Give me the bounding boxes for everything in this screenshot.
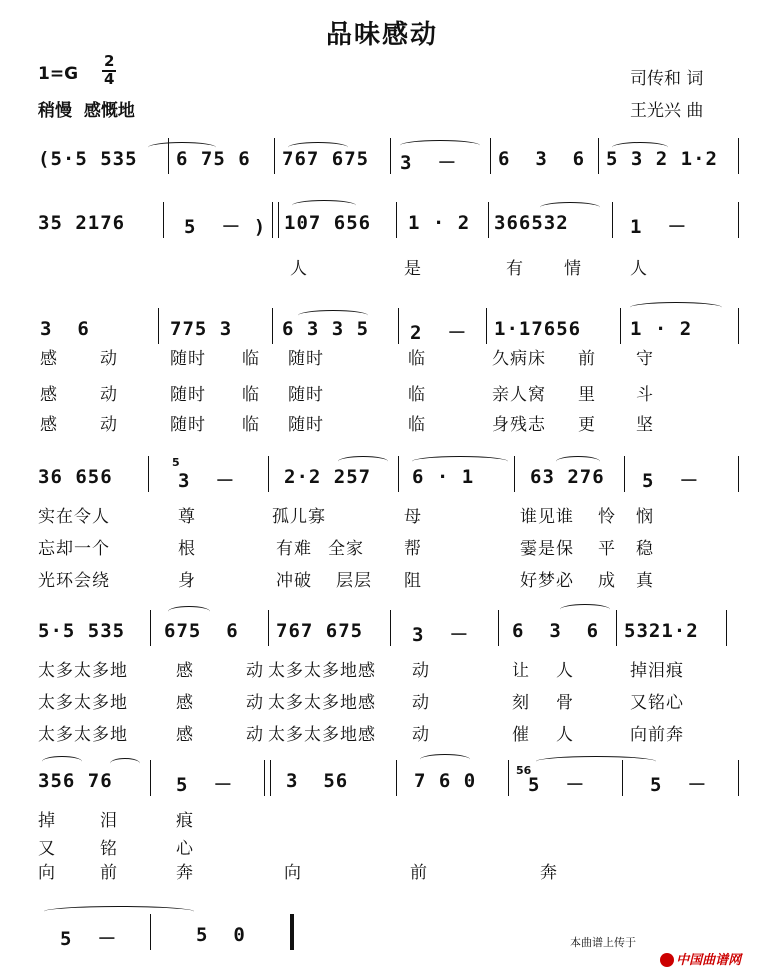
lyric-text: 临 — [408, 385, 426, 405]
lyric-text: 前 — [578, 349, 596, 369]
time-signature-top: 2 — [104, 52, 115, 70]
time-signature-bottom: 4 — [104, 70, 115, 88]
slur — [630, 302, 722, 313]
bar-line — [272, 308, 273, 344]
lyric-text: 层层 — [336, 571, 372, 591]
lyric-text: 骨 — [556, 693, 574, 713]
footer-logo[interactable] — [650, 930, 741, 968]
lyric-text: 临 — [242, 349, 260, 369]
lyric-text: 心 — [176, 839, 194, 859]
lyric-text: 忘却一个 — [38, 539, 110, 559]
slur — [110, 758, 140, 769]
slur — [560, 604, 610, 615]
key-signature: 1=G — [38, 64, 79, 84]
slur — [556, 456, 600, 467]
slur — [298, 310, 368, 321]
lyric-text: 临 — [408, 415, 426, 435]
bar-line — [612, 202, 613, 238]
bar-line — [738, 760, 739, 796]
lyric-text: 好梦必 — [520, 571, 574, 591]
lyric-text: 太多太多地感 — [268, 661, 376, 681]
bar-line — [150, 610, 151, 646]
lyric-text: 奔 — [540, 863, 558, 883]
lyric-text: 随时 — [170, 385, 206, 405]
slur — [536, 756, 656, 767]
note-group: 35 2176 — [38, 212, 126, 234]
note-group: 1 － — [630, 216, 688, 238]
bar-line — [598, 138, 599, 174]
lyric-text: 掉 — [38, 811, 56, 831]
lyric-text: 情 — [564, 259, 582, 279]
note-group: 1 · 2 — [630, 318, 693, 340]
lyric-text: 动 — [246, 725, 264, 745]
lyric-text: 催 — [512, 725, 530, 745]
bar-line — [268, 610, 269, 646]
lyric-text: 向 — [284, 863, 302, 883]
lyric-text: 斗 — [636, 385, 654, 405]
lyric-text: 前 — [410, 863, 428, 883]
lyric-text: 动 — [100, 415, 118, 435]
lyric-text: 动 — [246, 661, 264, 681]
lyricist: 司传和 词 — [630, 69, 704, 89]
lyric-text: 太多太多地感 — [268, 693, 376, 713]
note-group: 5 － — [60, 928, 118, 950]
lyric-text: 前 — [100, 863, 118, 883]
lyric-text: 谁见谁 — [520, 507, 574, 527]
lyric-text: 亲人窝 — [492, 385, 546, 405]
bar-line — [508, 760, 509, 796]
bar-line — [150, 914, 151, 950]
lyric-text: 人 — [630, 259, 648, 279]
lyric-text: 真 — [636, 571, 654, 591]
lyric-text: 又 — [38, 839, 56, 859]
lyric-text: 光环会绕 — [38, 571, 110, 591]
note-group: 767 675 — [282, 148, 370, 170]
lyric-text: 身残志 — [492, 415, 546, 435]
lyric-text: 动 — [100, 349, 118, 369]
lyric-text: 感 — [40, 349, 58, 369]
bar-line — [488, 202, 489, 238]
lyric-text: 随时 — [288, 349, 324, 369]
slur — [148, 142, 216, 153]
grace-note-mark: 56 — [516, 764, 532, 777]
lyric-text: 让 — [512, 661, 530, 681]
page-title: 品味感动 — [325, 20, 438, 50]
lyric-text: 人 — [556, 661, 574, 681]
lyric-text: 临 — [408, 349, 426, 369]
note-group: 3 － — [400, 152, 458, 174]
footer-logo-text: 中国曲谱网 — [676, 953, 742, 968]
bar-line — [738, 202, 739, 238]
lyric-text: 奔 — [176, 863, 194, 883]
note-group: 366532 — [494, 212, 569, 234]
note-group: 5 3 2 1·2 — [606, 148, 718, 170]
lyric-text: 人 — [556, 725, 574, 745]
lyric-text: 随时 — [170, 415, 206, 435]
lyric-text: 临 — [242, 415, 260, 435]
lyric-text: 感 — [40, 415, 58, 435]
bar-line — [738, 308, 739, 344]
lyric-text: 随时 — [288, 385, 324, 405]
lyric-text: 母 — [404, 507, 422, 527]
lyric-text: 孤儿寡 — [272, 507, 326, 527]
bar-line — [278, 202, 279, 238]
lyric-text: 冲破 — [276, 571, 312, 591]
lyric-text: 尊 — [178, 507, 196, 527]
lyric-text: 感 — [176, 661, 194, 681]
note-group: 5 － — [642, 470, 700, 492]
lyric-text: 掉泪痕 — [630, 661, 684, 681]
lyric-text: 怜 — [598, 507, 616, 527]
note-group: 2·2 257 — [284, 466, 372, 488]
lyric-text: 根 — [178, 539, 196, 559]
bar-line — [268, 456, 269, 492]
lyric-text: 身 — [178, 571, 196, 591]
lyric-text: 泪 — [100, 811, 118, 831]
note-group: 7 6 0 — [414, 770, 477, 792]
slur — [612, 142, 668, 153]
lyric-text: 守 — [636, 349, 654, 369]
lyric-text: 太多太多地感 — [268, 725, 376, 745]
bar-line — [390, 138, 391, 174]
note-group: 5 － ) — [184, 216, 267, 238]
slur — [540, 202, 600, 213]
lyric-text: 太多太多地 — [38, 661, 128, 681]
note-group: 356 76 — [38, 770, 113, 792]
note-group: 3 － — [412, 624, 470, 646]
lyric-text: 有难 — [276, 539, 312, 559]
lyric-text: 全家 — [328, 539, 364, 559]
slur — [288, 142, 348, 153]
lyric-text: 又铭心 — [630, 693, 684, 713]
lyric-text: 是 — [404, 259, 422, 279]
note-group: (5·5 535 — [38, 148, 138, 170]
slur — [292, 200, 356, 211]
bar-line — [158, 308, 159, 344]
bar-line — [396, 202, 397, 238]
note-group: 36 656 — [38, 466, 113, 488]
slur — [420, 754, 470, 765]
bar-line — [738, 138, 739, 174]
note-group: 6 · 1 — [412, 466, 475, 488]
bar-line — [264, 760, 265, 796]
lyric-text: 实在令人 — [38, 507, 110, 527]
lyric-text: 刻 — [512, 693, 530, 713]
note-group: 5 － — [176, 774, 234, 796]
bar-line — [738, 456, 739, 492]
note-group: 107 656 — [284, 212, 372, 234]
bar-line — [726, 610, 727, 646]
bar-line — [274, 138, 275, 174]
lyric-text: 动 — [246, 693, 264, 713]
note-group: 63 276 — [530, 466, 605, 488]
lyric-text: 帮 — [404, 539, 422, 559]
note-group: 6 75 6 — [176, 148, 251, 170]
lyric-text: 动 — [412, 725, 430, 745]
lyric-text: 动 — [412, 693, 430, 713]
bar-line — [514, 456, 515, 492]
lyric-text: 更 — [578, 415, 596, 435]
bar-line — [150, 760, 151, 796]
footer-text: 本曲谱上传于 — [570, 936, 636, 949]
lyric-text: 随时 — [170, 349, 206, 369]
slur — [412, 456, 508, 467]
slur — [400, 140, 480, 151]
lyric-text: 动 — [100, 385, 118, 405]
tempo-marking: 稍慢 感慨地 — [38, 101, 135, 121]
bar-line — [486, 308, 487, 344]
lyric-text: 铭 — [100, 839, 118, 859]
lyric-text: 痕 — [176, 811, 194, 831]
lyric-text: 稳 — [636, 539, 654, 559]
bar-line — [498, 610, 499, 646]
bar-line — [390, 610, 391, 646]
note-group: 3 6 — [40, 318, 90, 340]
note-group: 5 － — [528, 774, 586, 796]
lyric-text: 感 — [40, 385, 58, 405]
bar-line — [148, 456, 149, 492]
lyric-text: 随时 — [288, 415, 324, 435]
note-group: 1 · 2 — [408, 212, 471, 234]
composer: 王光兴 曲 — [630, 101, 704, 121]
lyric-text: 感 — [176, 693, 194, 713]
lyric-text: 平 — [598, 539, 616, 559]
note-group: 675 6 — [164, 620, 239, 642]
lyric-text: 向前奔 — [630, 725, 684, 745]
lyric-text: 阻 — [404, 571, 422, 591]
lyric-text: 有 — [506, 259, 524, 279]
lyric-text: 感 — [176, 725, 194, 745]
lyric-text: 成 — [598, 571, 616, 591]
note-group: 6 3 6 — [512, 620, 600, 642]
lyric-text: 霎是保 — [520, 539, 574, 559]
bar-line — [270, 760, 271, 796]
lyric-text: 悯 — [636, 507, 654, 527]
note-group: 775 3 — [170, 318, 233, 340]
slur — [44, 906, 194, 917]
slur — [42, 756, 82, 767]
bar-line — [396, 760, 397, 796]
note-group: 6 3 3 5 — [282, 318, 370, 340]
note-group: 5·5 535 — [38, 620, 126, 642]
note-group: 1·17656 — [494, 318, 582, 340]
lyric-text: 太多太多地 — [38, 725, 128, 745]
bar-line — [163, 202, 164, 238]
lyric-text: 向 — [38, 863, 56, 883]
note-group: 767 675 — [276, 620, 364, 642]
bar-line — [616, 610, 617, 646]
grace-note-mark: 5 — [172, 456, 180, 469]
bar-line — [490, 138, 491, 174]
lyric-text: 里 — [578, 385, 596, 405]
note-group: 2 － — [410, 322, 468, 344]
lyric-text: 久病床 — [492, 349, 546, 369]
lyric-text: 太多太多地 — [38, 693, 128, 713]
lyric-text: 坚 — [636, 415, 654, 435]
slur — [168, 606, 210, 617]
bar-line — [620, 308, 621, 344]
lyric-text: 临 — [242, 385, 260, 405]
bar-line — [624, 456, 625, 492]
note-group: 3 56 — [286, 770, 349, 792]
bar-line — [398, 308, 399, 344]
lyric-text: 人 — [290, 259, 308, 279]
note-group: 5 － — [650, 774, 708, 796]
note-group: 5 0 — [196, 924, 246, 946]
note-group: 3 － — [178, 470, 236, 492]
note-group: 6 3 6 — [498, 148, 586, 170]
bar-line — [290, 914, 294, 950]
bar-line — [398, 456, 399, 492]
slur — [338, 456, 388, 467]
note-group: 5321·2 — [624, 620, 699, 642]
lyric-text: 动 — [412, 661, 430, 681]
bar-line — [272, 202, 273, 238]
